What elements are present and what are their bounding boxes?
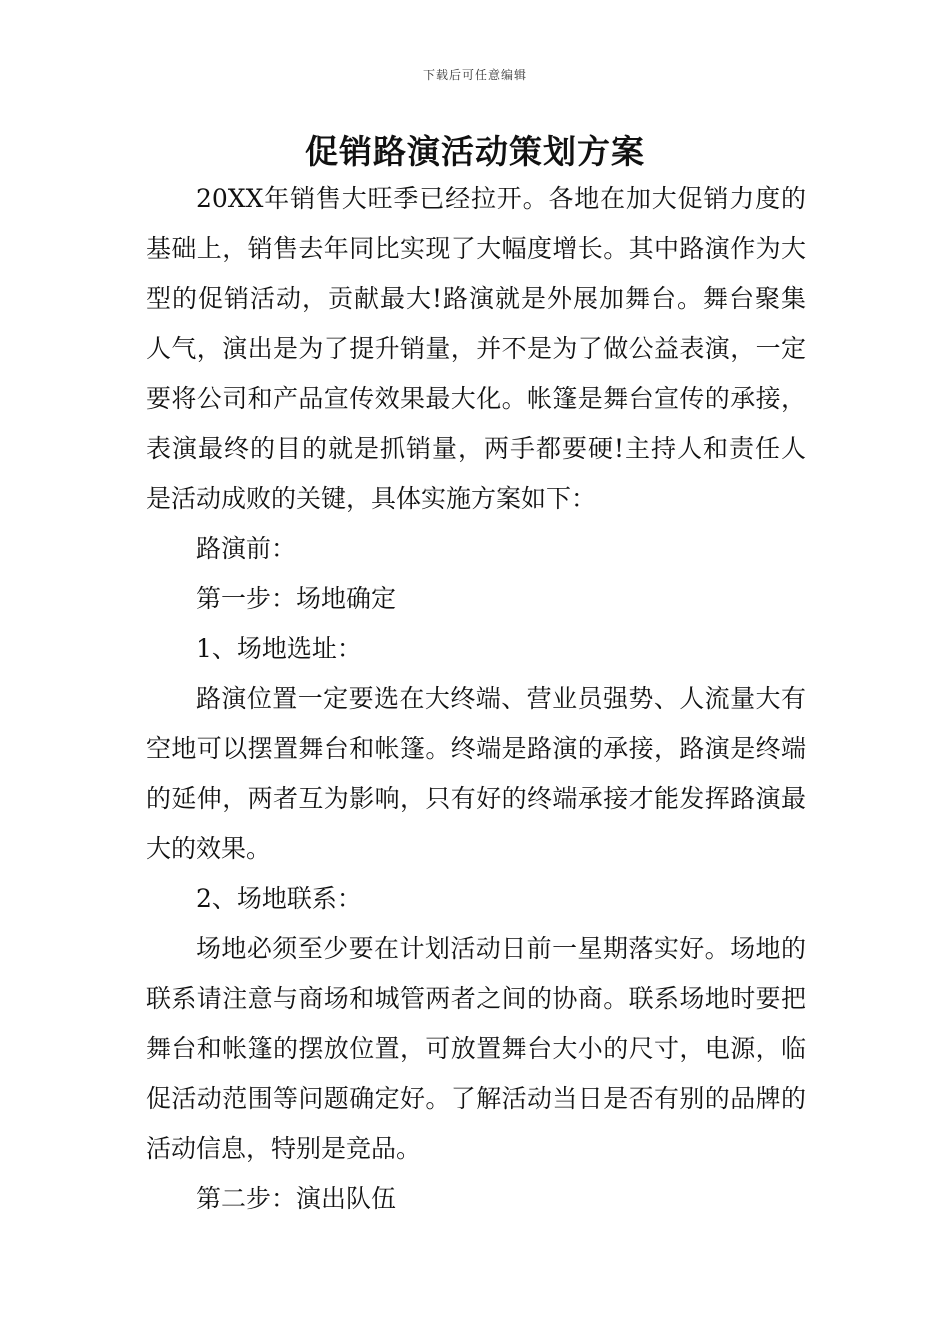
step-heading-venue: 第一步：场地确定 [196, 584, 397, 613]
step-heading-performers: 第二步：演出队伍 [196, 1184, 397, 1213]
subheading-site-selection: 1、场地选址： [196, 634, 362, 663]
paragraph-site-selection: 路演位置一定要选在大终端、营业员强势、人流量大有空地可以摆置舞台和帐篷。终端是路演的承接，路演是终端的延伸，两者互为影响，只有好的终端承接才能发挥路演最大的效果。 [146, 684, 806, 863]
header-note: 下载后可任意编辑 [422, 68, 527, 82]
subheading-site-contact: 2、场地联系： [196, 884, 362, 913]
paragraph-site-contact: 场地必须至少要在计划活动日前一星期落实好。场地的联系请注意与商场和城管两者之间的协商。联系场地时要把舞台和帐篷的摆放位置，可放置舞台大小的尺寸，电源，临促活动范围等问题确定好。了解活动当日是否有别的品牌的活动信息，特别是竞品。 [146, 934, 806, 1163]
paragraph-intro: 20XX年销售大旺季已经拉开。各地在加大促销力度的基础上，销售去年同比实现了大幅度增长。其中路演作为大型的促销活动，贡献最大!路演就是外展加舞台。舞台聚集人气，演出是为了提升销量，并不是为了做公益表演，一定要将公司和产品宣传效果最大化。帐篷是舞台宣传的承接，表演最终的目的就是抓销量，两手都要硬!主持人和责任人是活动成败的关键，具体实施方案如下： [146, 184, 806, 513]
document-body [146, 174, 806, 1224]
document-title: 促销路演活动策划方案 [305, 132, 645, 171]
section-heading-before-roadshow: 路演前： [196, 534, 297, 563]
